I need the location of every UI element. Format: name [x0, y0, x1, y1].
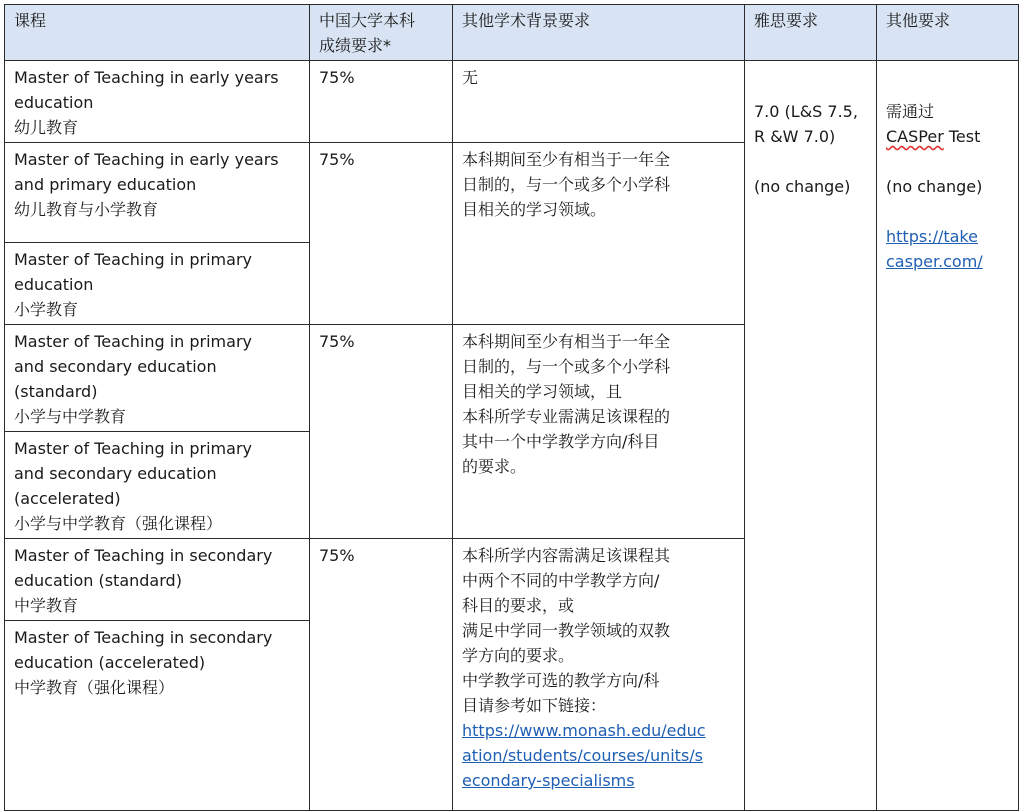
gpa-cell: 75% — [310, 325, 453, 539]
course-cell: Master of Teaching in primary education 小学教育 — [5, 243, 310, 325]
ielts-cell: 7.0 (L&S 7.5, R &W 7.0) (no change) — [745, 61, 877, 811]
header-other: 其他要求 — [877, 5, 1019, 61]
header-row — [5, 5, 1019, 61]
course-cell: Master of Teaching in early years education 幼儿教育 — [5, 61, 310, 143]
requirements-table — [4, 4, 1019, 811]
table-row — [5, 61, 1019, 143]
course-cell: Master of Teaching in primary and secondary education (accelerated) 小学与中学教育（强化课程） — [5, 432, 310, 539]
other-requirements-cell: 需通过 CASPer Test (no change) https://take casper.com/ — [877, 61, 1019, 811]
casper-link[interactable]: https://take casper.com/ — [886, 227, 983, 271]
course-cell: Master of Teaching in secondary education (accelerated) 中学教育（强化课程） — [5, 621, 310, 811]
header-course: 课程 — [5, 5, 310, 61]
gpa-cell: 75% — [310, 539, 453, 811]
background-cell: 本科所学内容需满足该课程其 中两个不同的中学教学方向/ 科目的要求，或 满足中学同一教学领域的双教 学方向的要求。 中学教学可选的教学方向/科 目请参考如下链接： https://www.monash.edu/educ ation/students/courses/units/s econdary-specialisms — [453, 539, 745, 811]
background-cell: 本科期间至少有相当于一年全 日制的，与一个或多个小学科 目相关的学习领域，且 本科所学专业需满足该课程的 其中一个中学教学方向/科目 的要求。 — [453, 325, 745, 539]
background-cell: 本科期间至少有相当于一年全 日制的，与一个或多个小学科 目相关的学习领域。 — [453, 143, 745, 325]
casper-text: CASPer — [886, 127, 944, 146]
specialisms-link[interactable]: https://www.monash.edu/educ ation/students/courses/units/s econdary-specialisms — [462, 721, 706, 790]
gpa-cell: 75% — [310, 61, 453, 143]
header-gpa: 中国大学本科 成绩要求* — [310, 5, 453, 61]
header-ielts: 雅思要求 — [745, 5, 877, 61]
gpa-cell: 75% — [310, 143, 453, 325]
header-background: 其他学术背景要求 — [453, 5, 745, 61]
course-cell: Master of Teaching in early years and primary education 幼儿教育与小学教育 — [5, 143, 310, 243]
course-cell: Master of Teaching in primary and secondary education (standard) 小学与中学教育 — [5, 325, 310, 432]
course-cell: Master of Teaching in secondary education (standard) 中学教育 — [5, 539, 310, 621]
background-cell: 无 — [453, 61, 745, 143]
